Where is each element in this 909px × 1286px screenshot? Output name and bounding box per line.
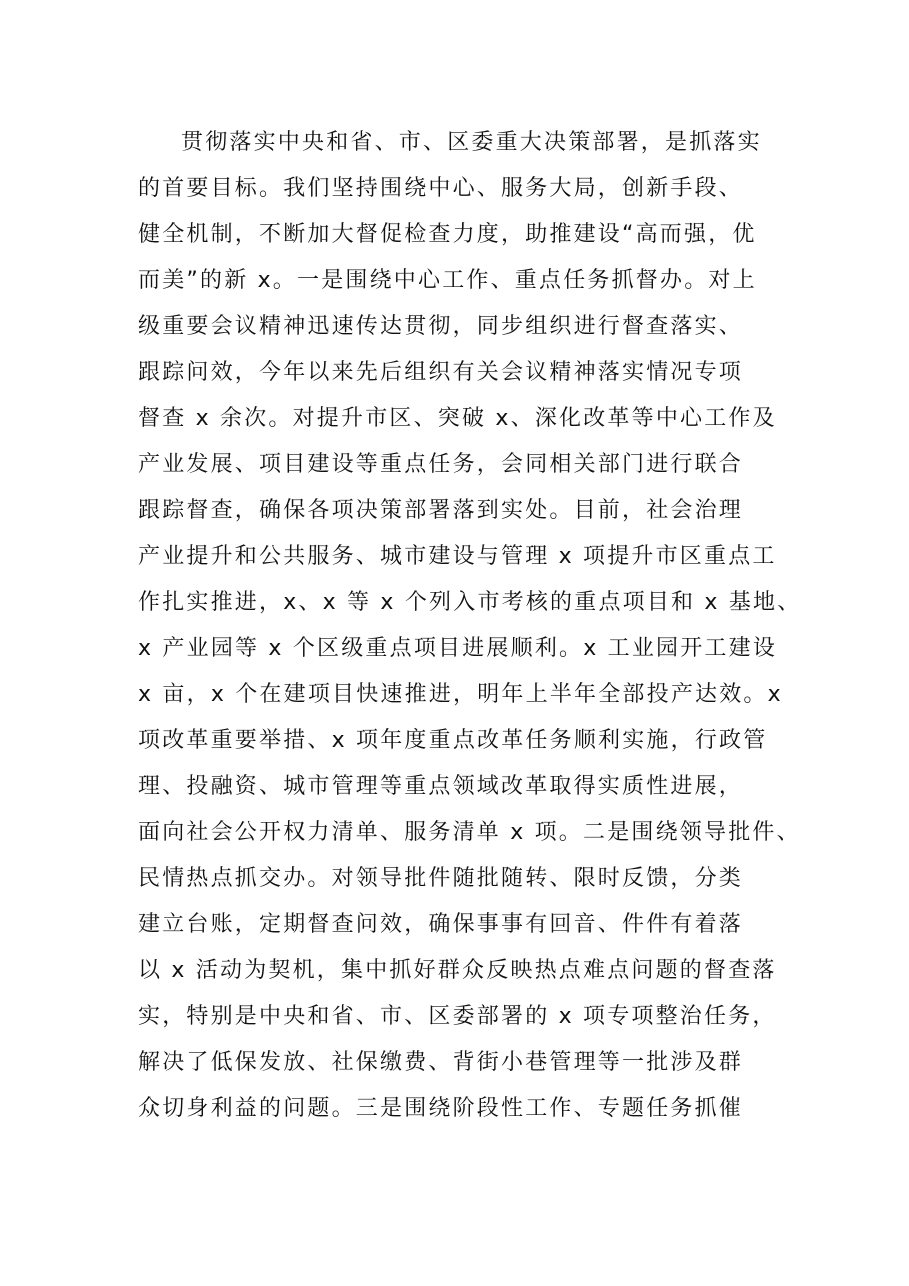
text-line: 而美”的新 x。一是围绕中心工作、重点任务抓督办。对上	[138, 268, 757, 293]
text-line: 建立台账，定期督查问效，确保事事有回音、件件有着落	[138, 912, 744, 937]
text-line: x 产业园等 x 个区级重点项目进展顺利。x 工业园开工建设	[138, 636, 778, 661]
text-line: 解决了低保发放、社保缴费、背街小巷管理等一批涉及群	[138, 1050, 744, 1075]
text-line: 督查 x 余次。对提升市区、突破 x、深化改革等中心工作及	[138, 406, 777, 431]
text-line: 民情热点抓交办。对领导批件随批随转、限时反馈，分类	[138, 866, 744, 891]
text-line: 面向社会公开权力清单、服务清单 x 项。二是围绕领导批件、	[138, 820, 801, 845]
text-line: 以 x 活动为契机，集中抓好群众反映热点难点问题的督查落	[138, 958, 777, 983]
text-line: 理、投融资、城市管理等重点领域改革取得实质性进展，	[138, 774, 744, 799]
text-line: 跟踪问效，今年以来先后组织有关会议精神落实情况专项	[138, 360, 744, 385]
text-line: 跟踪督查，确保各项决策部署落到实处。目前，社会治理	[138, 498, 744, 523]
text-line: 的首要目标。我们坚持围绕中心、服务大局，创新手段、	[138, 176, 744, 201]
text-line: 产业发展、项目建设等重点任务，会同相关部门进行联合	[138, 452, 744, 477]
text-line: 贯彻落实中央和省、市、区委重大决策部署，是抓落实	[181, 130, 762, 155]
text-line: 众切身利益的问题。三是围绕阶段性工作、专题任务抓催	[138, 1096, 744, 1121]
text-line: 产业提升和公共服务、城市建设与管理 x 项提升市区重点工	[138, 544, 777, 569]
text-line: 作扎实推进，x、x 等 x 个列入市考核的重点项目和 x 基地、	[138, 590, 802, 615]
text-line: x 亩，x 个在建项目快速推进，明年上半年全部投产达效。x	[138, 682, 783, 707]
text-line: 实，特别是中央和省、市、区委部署的 x 项专项整治任务，	[138, 1004, 777, 1029]
text-line: 项改革重要举措、x 项年度重点改革任务顺利实施，行政管	[138, 728, 768, 753]
text-line: 级重要会议精神迅速传达贯彻，同步组织进行督查落实、	[138, 314, 744, 339]
text-line: 健全机制，不断加大督促检查力度，助推建设“高而强，优	[138, 222, 757, 247]
